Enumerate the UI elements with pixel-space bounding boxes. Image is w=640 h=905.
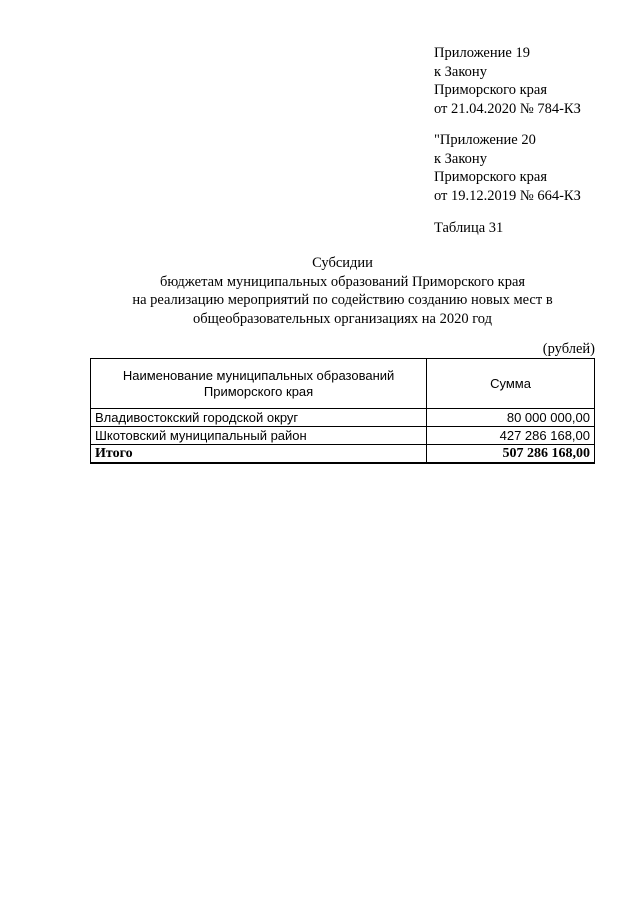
subsidies-table xyxy=(90,358,595,464)
header-sum-cell: Сумма xyxy=(427,359,595,409)
row-name-cell: Владивостокский городской округ xyxy=(91,409,427,427)
annex-current-line-1: Приложение 19 xyxy=(434,45,530,61)
title-line-1: Субсидии xyxy=(312,255,373,271)
total-name-cell: Итого xyxy=(91,445,427,464)
table-total-row xyxy=(91,445,595,464)
table-row xyxy=(91,427,595,445)
annex-amended-line-3: Приморского края xyxy=(434,169,548,185)
annex-amended-line-2: к Закону xyxy=(434,150,487,167)
annex-amended-line-4: от 19.12.2019 № 664-КЗ xyxy=(434,187,581,204)
annex-current-line-2: к Закону xyxy=(434,63,487,80)
annex-current-line-4: от 21.04.2020 № 784-КЗ xyxy=(434,100,581,117)
annex-amended-reference xyxy=(434,131,581,205)
table-number: Таблица 31 xyxy=(434,220,504,236)
row-sum-cell: 80 000 000,00 xyxy=(427,409,595,427)
document-title xyxy=(90,254,595,328)
annex-current-line-3: Приморского края xyxy=(434,82,548,98)
title-line-4: общеобразовательных организациях на 2020 год xyxy=(192,310,493,327)
table-header-row xyxy=(91,359,595,409)
row-sum-cell: 427 286 168,00 xyxy=(427,427,595,445)
table-row xyxy=(91,409,595,427)
header-name-line-1: Наименование муниципальных образований xyxy=(122,367,395,383)
header-name-cell xyxy=(91,359,427,409)
header-name-line-2: Приморского края xyxy=(203,383,314,399)
units-label: (рублей) xyxy=(542,341,595,357)
title-line-2: бюджетам муниципальных образований Приморского края xyxy=(159,273,526,290)
row-name-cell: Шкотовский муниципальный район xyxy=(91,427,427,445)
annex-amended-line-1: "Приложение 20 xyxy=(434,132,536,148)
total-sum-cell: 507 286 168,00 xyxy=(427,445,595,464)
annex-current-reference xyxy=(434,44,581,118)
title-line-3: на реализацию мероприятий по содействию созданию новых мест в xyxy=(132,292,553,308)
